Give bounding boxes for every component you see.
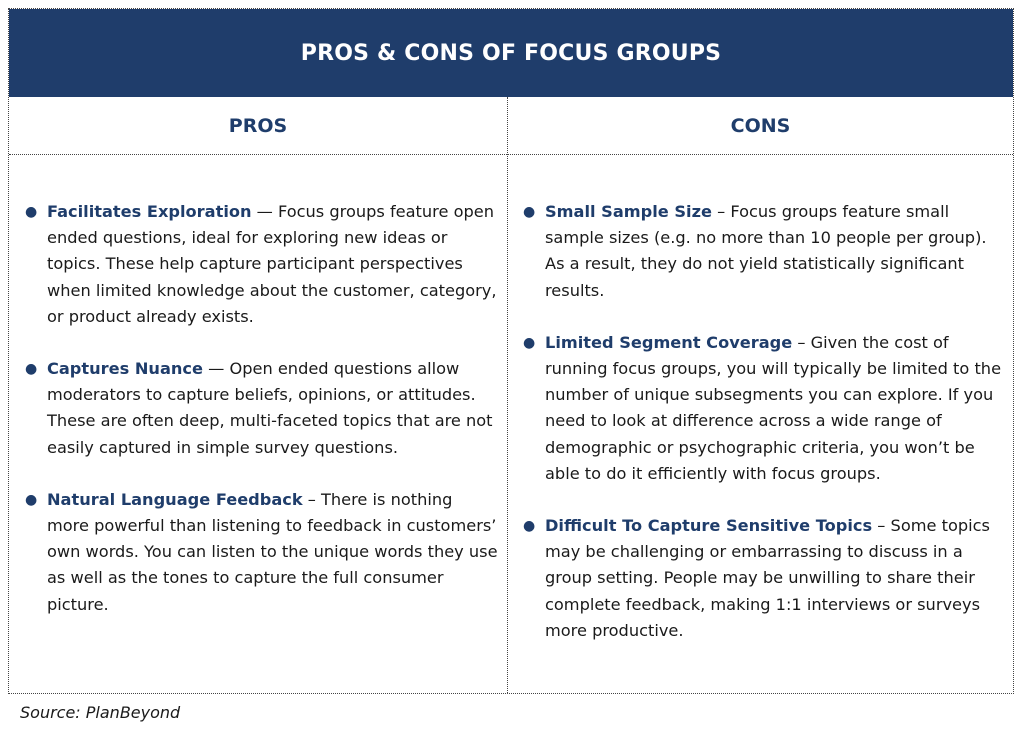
cons-list (521, 199, 1005, 644)
item-term: Small Sample Size (545, 202, 712, 221)
item-separator: – (792, 332, 811, 352)
item-text: Open ended questions allow moderators to capture beliefs, opinions, or attitudes. These are often deep, multi-faceted topics that are not easily captured in simple survey questions. (47, 359, 493, 457)
item-term: Natural Language Feedback (47, 489, 303, 509)
pros-cons-table (8, 8, 1014, 694)
item-separator: – (302, 489, 322, 509)
item-separator: — (202, 359, 230, 379)
bullet-icon: ● (25, 491, 38, 508)
item-text: Some topics may be challenging or embarrassing to discuss in a group setting. People may be unwilling to share their complete feedback, making 1:1 interviews or surveys more productive. (545, 516, 990, 640)
bullet-icon: ● (25, 361, 38, 378)
item-separator: — (251, 202, 279, 221)
list-item (23, 487, 499, 618)
item-term: Difficult To Capture Sensitive Topics (545, 516, 873, 536)
pros-heading: PROS (228, 114, 288, 137)
item-term: Limited Segment Coverage (545, 332, 793, 352)
bullet-icon: ● (25, 204, 38, 220)
item-text: Focus groups feature open ended questions, ideal for exploring new ideas or topics. These help capture participant perspectives when limited knowledge about the customer, category, or product already exists. (47, 202, 497, 326)
table-title: PROS & CONS OF FOCUS GROUPS (9, 9, 1013, 97)
item-text: There is nothing more powerful than listening to feedback in customers’ own words. You can listen to the unique words they use as well as the tones to capture the full consumer picture. (47, 489, 498, 614)
bullet-icon: ● (523, 518, 536, 535)
source-caption: Source: PlanBeyond (20, 703, 181, 722)
list-item (23, 356, 499, 461)
list-item (521, 199, 1005, 304)
list-item (521, 330, 1005, 487)
item-text: Focus groups feature small sample sizes (e.g. no more than 10 people per group). As a result, they do not yield statistically significant results. (545, 202, 987, 300)
cons-heading: CONS (730, 114, 791, 137)
cons-column (521, 199, 1005, 670)
column-divider (507, 97, 508, 693)
list-item (521, 513, 1005, 644)
item-term: Captures Nuance (47, 359, 203, 379)
item-term: Facilitates Exploration (47, 202, 252, 221)
item-separator: – (712, 202, 731, 221)
list-item (23, 199, 499, 330)
item-separator: – (872, 516, 891, 536)
bullet-icon: ● (523, 204, 536, 220)
pros-column (23, 199, 499, 644)
pros-list (23, 199, 499, 618)
item-text: Given the cost of running focus groups, you will typically be limited to the number of unique subsegments you can explore. If you need to look at difference across a wide range of demographic or psychographic criteria, you won’t be able to do it efficiently with focus groups. (545, 332, 1002, 483)
column-header-row (9, 97, 1013, 155)
bullet-icon: ● (523, 334, 536, 351)
